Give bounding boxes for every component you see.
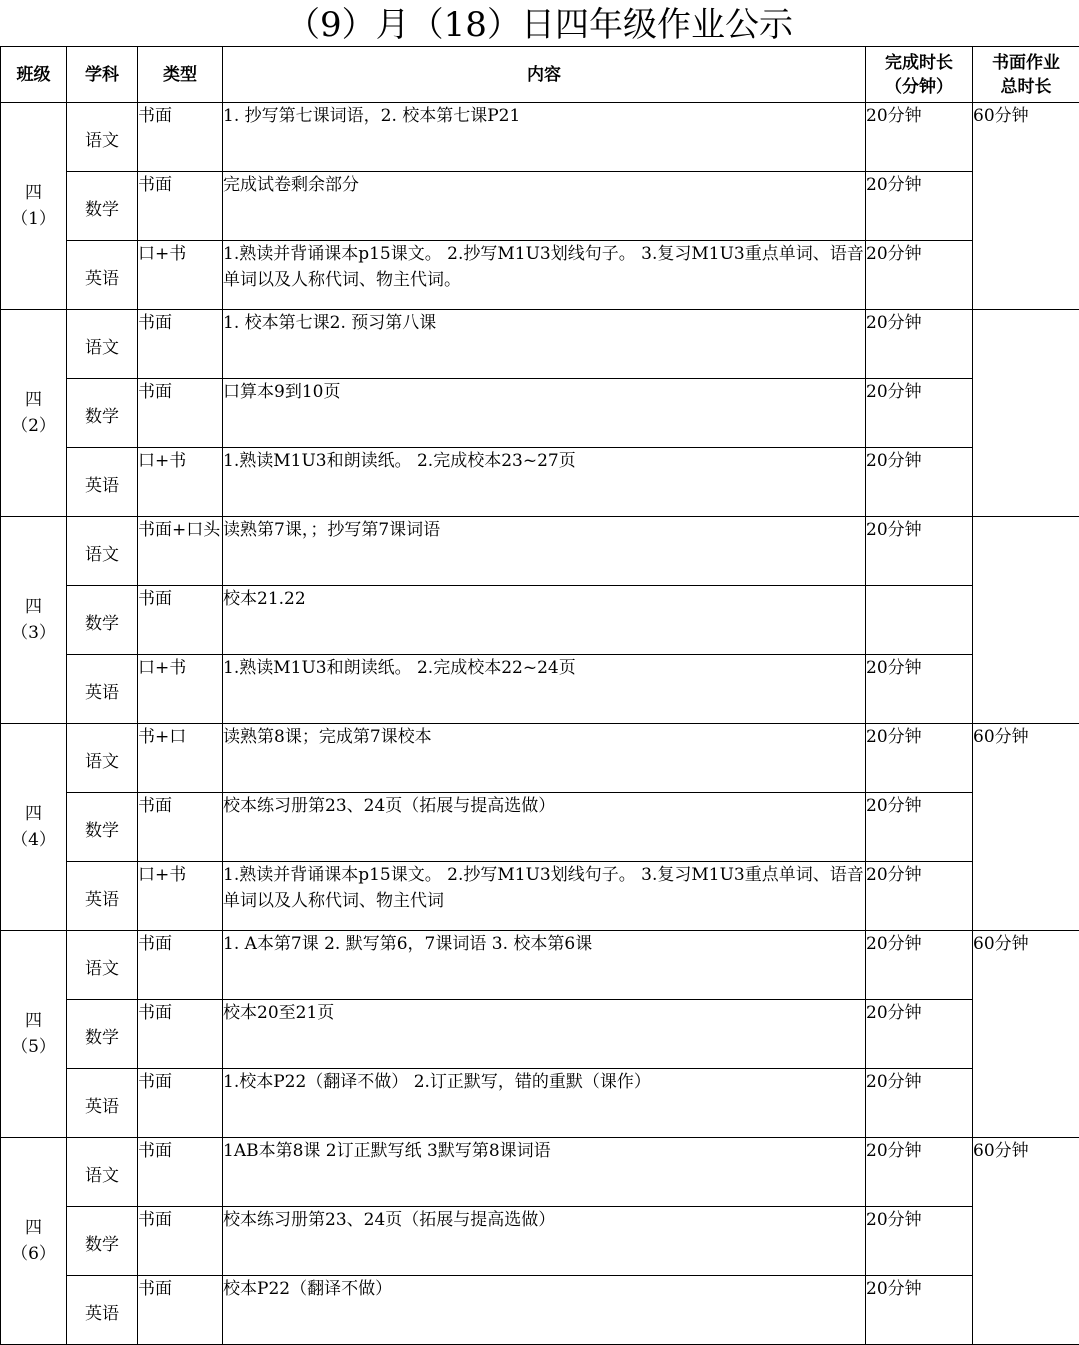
type-cell: 书面 xyxy=(138,172,223,241)
duration-cell: 20分钟 xyxy=(866,241,973,310)
subject-cell: 语文 xyxy=(67,103,138,172)
subject-cell: 语文 xyxy=(67,517,138,586)
total-duration-cell: 60分钟 xyxy=(973,724,1079,931)
duration-cell: 20分钟 xyxy=(866,655,973,724)
content-cell: 1.熟读并背诵课本p15课文。 2.抄写M1U3划线句子。 3.复习M1U3重点单词、语音单词以及人称代词、物主代词。 xyxy=(223,241,866,310)
subject-cell: 数学 xyxy=(67,172,138,241)
duration-cell: 20分钟 xyxy=(866,931,973,1000)
content-cell: 读熟第7课，；抄写第7课词语 xyxy=(223,517,866,586)
table-row xyxy=(1,103,1079,172)
duration-cell: 20分钟 xyxy=(866,103,973,172)
total-duration-cell: 60分钟 xyxy=(973,931,1079,1138)
class-grade: 四 xyxy=(25,390,42,410)
duration-cell: 20分钟 xyxy=(866,517,973,586)
type-cell: 书面 xyxy=(138,931,223,1000)
subject-cell: 语文 xyxy=(67,310,138,379)
table-row xyxy=(1,931,1079,1000)
subject-cell: 数学 xyxy=(67,586,138,655)
duration-cell: 20分钟 xyxy=(866,379,973,448)
subject-cell: 语文 xyxy=(67,931,138,1000)
type-cell: 口+书 xyxy=(138,448,223,517)
header-content: 内容 xyxy=(223,47,866,103)
class-grade: 四 xyxy=(25,1218,42,1238)
table-row xyxy=(1,448,1079,517)
class-number: （1） xyxy=(11,209,56,229)
class-grade: 四 xyxy=(25,804,42,824)
subject-cell: 英语 xyxy=(67,862,138,931)
subject-cell: 英语 xyxy=(67,1069,138,1138)
table-row xyxy=(1,1276,1079,1345)
duration-cell xyxy=(866,586,973,655)
type-cell: 书面 xyxy=(138,310,223,379)
table-row xyxy=(1,1000,1079,1069)
type-cell: 书面 xyxy=(138,1069,223,1138)
content-cell: 1. 抄写第七课词语，2. 校本第七课P21 xyxy=(223,103,866,172)
homework-table xyxy=(0,46,1079,1345)
class-number: （3） xyxy=(11,623,56,643)
type-cell: 口+书 xyxy=(138,862,223,931)
table-row xyxy=(1,586,1079,655)
subject-cell: 语文 xyxy=(67,1138,138,1207)
content-cell: 1. A本第7课 2. 默写第6，7课词语 3. 校本第6课 xyxy=(223,931,866,1000)
class-cell xyxy=(1,1138,67,1345)
subject-cell: 数学 xyxy=(67,1000,138,1069)
type-cell: 口+书 xyxy=(138,655,223,724)
subject-cell: 数学 xyxy=(67,379,138,448)
duration-cell: 20分钟 xyxy=(866,172,973,241)
subject-cell: 语文 xyxy=(67,724,138,793)
content-cell: 校本P22（翻译不做） xyxy=(223,1276,866,1345)
type-cell: 书面 xyxy=(138,103,223,172)
type-cell: 书面 xyxy=(138,1000,223,1069)
header-duration: 完成时长 （分钟） xyxy=(866,47,973,103)
total-duration-cell: 60分钟 xyxy=(973,1138,1079,1345)
total-duration-cell xyxy=(973,517,1079,724)
subject-cell: 数学 xyxy=(67,793,138,862)
table-row xyxy=(1,724,1079,793)
duration-cell: 20分钟 xyxy=(866,1207,973,1276)
subject-cell: 英语 xyxy=(67,241,138,310)
class-number: （6） xyxy=(11,1244,56,1264)
header-total: 书面作业 总时长 xyxy=(973,47,1079,103)
duration-cell: 20分钟 xyxy=(866,724,973,793)
duration-cell: 20分钟 xyxy=(866,1138,973,1207)
subject-cell: 英语 xyxy=(67,448,138,517)
header-type: 类型 xyxy=(138,47,223,103)
content-cell: 校本20至21页 xyxy=(223,1000,866,1069)
subject-cell: 英语 xyxy=(67,1276,138,1345)
total-duration-cell xyxy=(973,310,1079,517)
table-row xyxy=(1,241,1079,310)
type-cell: 书+口 xyxy=(138,724,223,793)
class-cell xyxy=(1,517,67,724)
table-row xyxy=(1,310,1079,379)
duration-cell: 20分钟 xyxy=(866,793,973,862)
table-row xyxy=(1,1207,1079,1276)
subject-cell: 数学 xyxy=(67,1207,138,1276)
duration-cell: 20分钟 xyxy=(866,1069,973,1138)
content-cell: 校本21.22 xyxy=(223,586,866,655)
duration-cell: 20分钟 xyxy=(866,1276,973,1345)
type-cell: 书面 xyxy=(138,586,223,655)
type-cell: 书面 xyxy=(138,1138,223,1207)
class-cell xyxy=(1,724,67,931)
header-row xyxy=(1,47,1079,103)
table-body xyxy=(1,103,1079,1345)
table-row xyxy=(1,862,1079,931)
class-number: （2） xyxy=(11,416,56,436)
type-cell: 书面 xyxy=(138,379,223,448)
header-subject: 学科 xyxy=(67,47,138,103)
class-number: （4） xyxy=(11,830,56,850)
duration-cell: 20分钟 xyxy=(866,310,973,379)
content-cell: 完成试卷剩余部分 xyxy=(223,172,866,241)
type-cell: 书面+口头 xyxy=(138,517,223,586)
type-cell: 书面 xyxy=(138,793,223,862)
duration-cell: 20分钟 xyxy=(866,1000,973,1069)
class-grade: 四 xyxy=(25,597,42,617)
table-row xyxy=(1,1138,1079,1207)
content-cell: 校本练习册第23、24页（拓展与提高选做） xyxy=(223,1207,866,1276)
class-grade: 四 xyxy=(25,183,42,203)
content-cell: 读熟第8课；完成第7课校本 xyxy=(223,724,866,793)
content-cell: 1. 校本第七课2. 预习第八课 xyxy=(223,310,866,379)
class-number: （5） xyxy=(11,1037,56,1057)
table-row xyxy=(1,1069,1079,1138)
type-cell: 书面 xyxy=(138,1276,223,1345)
duration-cell: 20分钟 xyxy=(866,448,973,517)
content-cell: 1.熟读M1U3和朗读纸。 2.完成校本22~24页 xyxy=(223,655,866,724)
content-cell: 1.熟读M1U3和朗读纸。 2.完成校本23~27页 xyxy=(223,448,866,517)
class-cell xyxy=(1,931,67,1138)
class-grade: 四 xyxy=(25,1011,42,1031)
class-cell xyxy=(1,103,67,310)
content-cell: 1AB本第8课 2订正默写纸 3默写第8课词语 xyxy=(223,1138,866,1207)
table-row xyxy=(1,379,1079,448)
subject-cell: 英语 xyxy=(67,655,138,724)
class-cell xyxy=(1,310,67,517)
type-cell: 书面 xyxy=(138,1207,223,1276)
table-row xyxy=(1,793,1079,862)
content-cell: 1.校本P22（翻译不做） 2.订正默写，错的重默（课作） xyxy=(223,1069,866,1138)
header-class: 班级 xyxy=(1,47,67,103)
table-row xyxy=(1,655,1079,724)
page-title: （9）月（18）日四年级作业公示 xyxy=(286,5,793,45)
type-cell: 口+书 xyxy=(138,241,223,310)
table-row xyxy=(1,517,1079,586)
content-cell: 口算本9到10页 xyxy=(223,379,866,448)
table-row xyxy=(1,172,1079,241)
duration-cell: 20分钟 xyxy=(866,862,973,931)
content-cell: 校本练习册第23、24页（拓展与提高选做） xyxy=(223,793,866,862)
content-cell: 1.熟读并背诵课本p15课文。 2.抄写M1U3划线句子。 3.复习M1U3重点单词、语音单词以及人称代词、物主代词 xyxy=(223,862,866,931)
total-duration-cell: 60分钟 xyxy=(973,103,1079,310)
